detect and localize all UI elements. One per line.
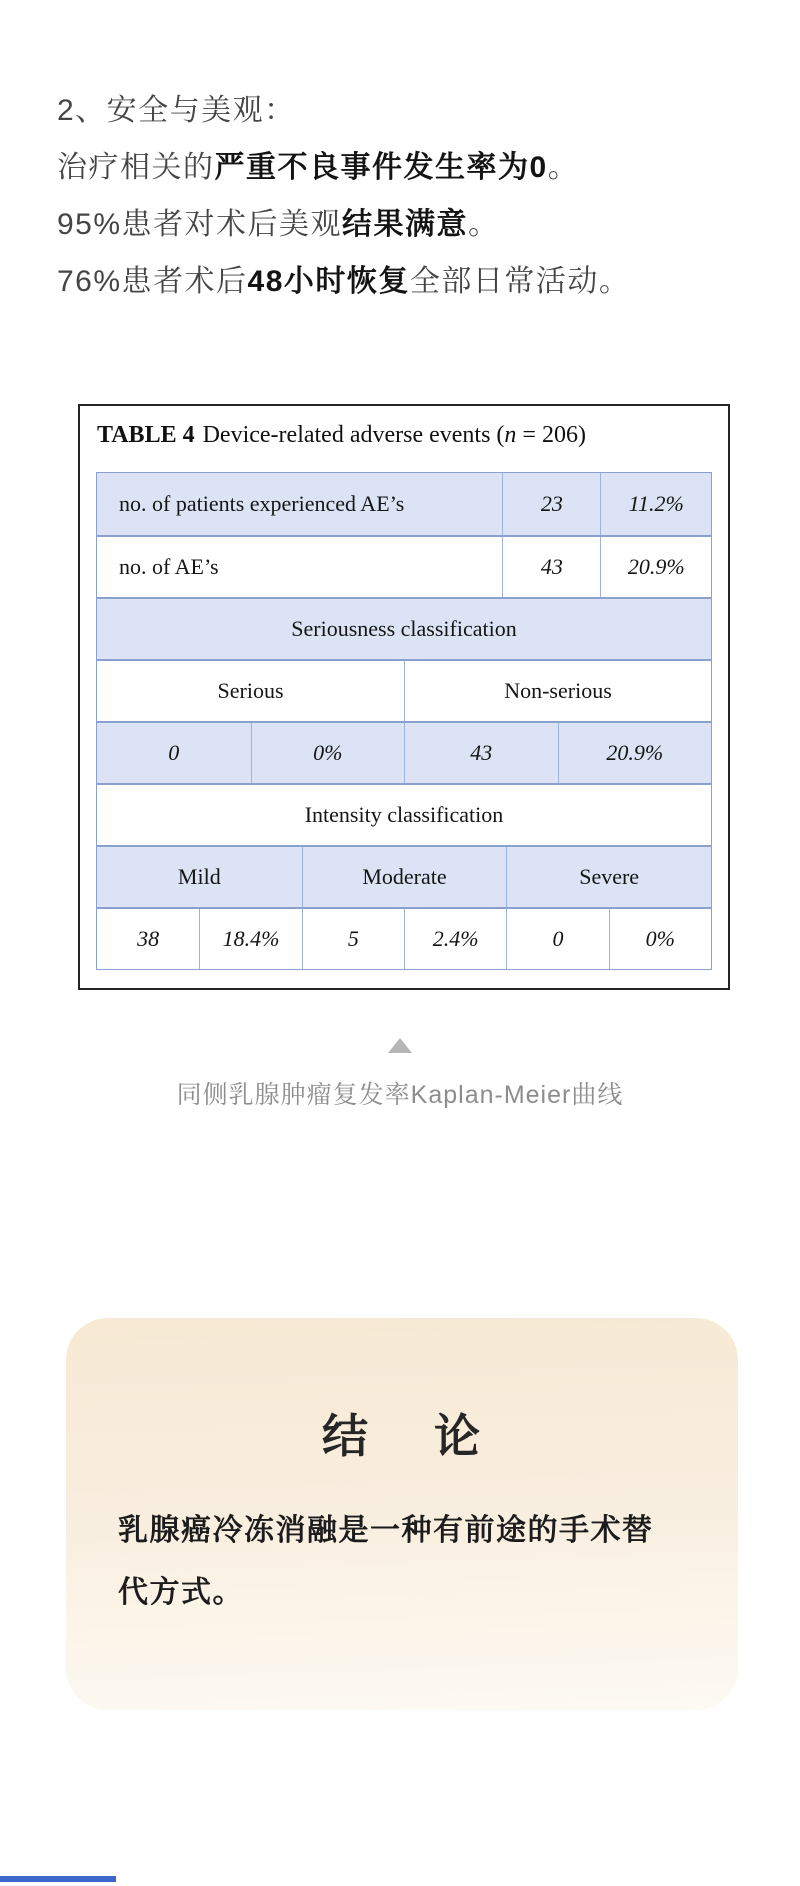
table-row xyxy=(97,783,711,845)
intro-line-text: 治疗相关的 xyxy=(57,151,215,184)
conclusion-title: 结 论 xyxy=(321,1411,483,1462)
adverse-events-table xyxy=(96,472,712,970)
table-cell: Mild xyxy=(177,864,221,889)
adverse-events-table-card xyxy=(78,404,730,990)
table-cell: Seriousness classification xyxy=(291,616,517,641)
intro-line xyxy=(57,139,757,196)
table-row xyxy=(97,535,711,597)
table-title-desc: Device-related adverse events ( xyxy=(202,422,505,448)
table-cell: 0% xyxy=(251,723,405,783)
table-row xyxy=(97,659,711,721)
table-cell: Serious xyxy=(217,678,284,703)
table-title-rest: = 206) xyxy=(516,422,586,448)
figure-caption-text: 同侧乳腺肿瘤复发率Kaplan-Meier曲线 xyxy=(176,1081,624,1109)
table-title-label: TABLE 4 xyxy=(97,422,195,448)
conclusion-body xyxy=(118,1500,690,1624)
intro-line-text: 全部日常活动。 xyxy=(409,265,631,298)
table-title xyxy=(97,422,718,449)
conclusion-card xyxy=(66,1318,738,1710)
table-cell: 20.9% xyxy=(558,723,712,783)
intro-line xyxy=(57,196,757,253)
intro-line-text: 76%患者术后 xyxy=(57,265,248,298)
table-row xyxy=(97,907,711,969)
table-row xyxy=(97,721,711,783)
table-row xyxy=(97,845,711,907)
conclusion-body-line: 代方式。 xyxy=(118,1576,244,1609)
table-cell: 0% xyxy=(609,909,711,969)
table-cell: Intensity classification xyxy=(304,802,504,827)
intro-line-text: 95%患者对术后美观 xyxy=(57,208,343,241)
section-heading: 2、安全与美观： xyxy=(57,94,296,127)
table-cell: Moderate xyxy=(302,847,507,907)
page-footer-accent-line xyxy=(0,1876,116,1882)
table-cell: no. of AE’s xyxy=(119,554,219,579)
table-cell: Non-serious xyxy=(404,661,711,721)
table-cell: 38 xyxy=(137,926,160,951)
table-cell: 20.9% xyxy=(600,537,711,597)
table-cell: no. of patients experienced AE’s xyxy=(119,491,405,516)
intro-line-text: 。 xyxy=(468,208,500,241)
table-cell: 0 xyxy=(506,909,608,969)
conclusion-body-line: 乳腺癌冷冻消融是一种有前途的手术替 xyxy=(118,1514,654,1547)
intro-line-bold: 严重不良事件发生率为0 xyxy=(214,151,548,184)
intro-section xyxy=(57,82,757,310)
table-row xyxy=(97,473,711,535)
table-cell: 11.2% xyxy=(600,473,711,535)
figure-caption-block xyxy=(0,1038,800,1111)
intro-line-bold: 48小时恢复 xyxy=(247,265,410,298)
table-cell: 0 xyxy=(168,740,180,765)
table-cell: Severe xyxy=(506,847,711,907)
intro-line-text: 。 xyxy=(547,151,580,184)
triangle-up-icon xyxy=(388,1038,412,1053)
table-row xyxy=(97,597,711,659)
table-cell: 18.4% xyxy=(199,909,301,969)
table-cell: 5 xyxy=(302,909,404,969)
table-title-n: n xyxy=(504,422,517,448)
table-cell: 2.4% xyxy=(404,909,506,969)
intro-line-bold: 结果满意 xyxy=(342,208,469,241)
table-cell: 43 xyxy=(502,537,600,597)
table-cell: 43 xyxy=(404,723,558,783)
intro-line xyxy=(57,253,757,310)
table-cell: 23 xyxy=(502,473,600,535)
